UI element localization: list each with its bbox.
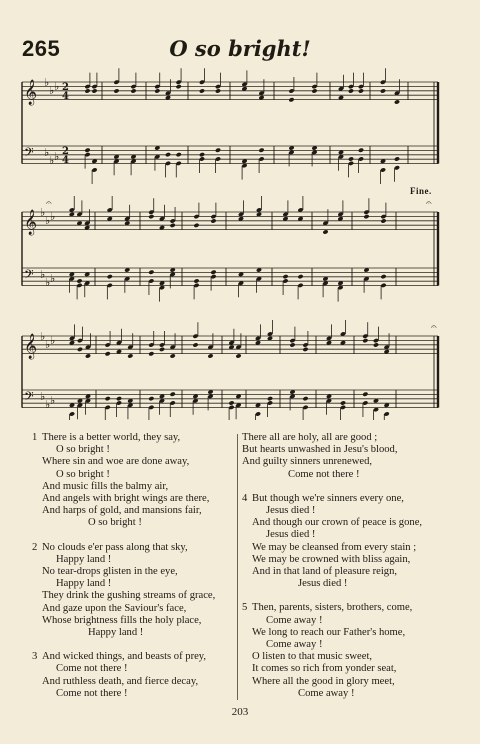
verse-text: We may be crowned with bliss again,	[252, 553, 411, 565]
verse-text: Jesus died !	[298, 578, 348, 590]
notehead	[148, 351, 154, 356]
notehead	[228, 400, 234, 405]
notehead	[394, 156, 400, 161]
notehead	[380, 218, 386, 223]
stanza	[32, 651, 242, 700]
verse-text: And wicked things, and beasts of prey,	[42, 651, 207, 663]
verse-number: 4	[242, 492, 248, 504]
verse-line	[242, 627, 450, 639]
notehead	[322, 229, 328, 234]
flat-sign: ♭	[50, 272, 56, 285]
notehead	[116, 396, 122, 401]
notehead	[148, 396, 154, 401]
verse-text: And in that land of pleasure reign,	[252, 566, 398, 578]
verse-line	[32, 663, 242, 675]
stanza	[242, 602, 450, 700]
verse-line	[32, 517, 242, 529]
verse-text: Come not there !	[56, 687, 128, 699]
verse-text: And ruthless death, and fierce decay,	[42, 675, 199, 687]
notehead	[348, 88, 354, 93]
verse-line	[242, 615, 450, 627]
fermata-mark: 𝄐	[431, 322, 437, 333]
verse-text: O so bright !	[56, 444, 110, 456]
notehead	[148, 270, 154, 275]
verse-line	[242, 651, 450, 663]
flat-sign: ♭	[44, 146, 50, 159]
notehead	[380, 274, 386, 279]
verse-line	[242, 566, 450, 578]
notehead	[192, 342, 198, 347]
notehead	[302, 396, 308, 401]
notehead	[358, 148, 364, 153]
notehead	[288, 97, 294, 102]
notehead	[85, 353, 91, 358]
verse-line	[32, 505, 242, 517]
notehead	[91, 88, 97, 93]
flat-sign: ♭	[49, 154, 55, 167]
notehead	[258, 148, 264, 153]
notehead	[348, 156, 354, 161]
verse-line	[32, 444, 242, 456]
verse-text: O so bright !	[56, 468, 110, 480]
notehead	[176, 84, 182, 89]
notehead	[362, 338, 368, 343]
verse-text: Happy land !	[88, 627, 144, 639]
notehead	[210, 270, 216, 275]
verse-text: O so bright !	[88, 517, 142, 529]
notehead	[170, 223, 176, 228]
flat-sign: ♭	[40, 330, 46, 343]
verse-text: And angels with bright wings are there,	[42, 493, 210, 505]
verse-text: O listen to that music sweet,	[252, 651, 373, 663]
verse-line	[32, 469, 242, 481]
notehead	[282, 274, 288, 279]
verse-line	[242, 639, 450, 651]
notehead	[84, 148, 90, 153]
notehead	[107, 274, 113, 279]
verse-line	[32, 542, 242, 554]
verse-line	[242, 432, 450, 444]
verse-number: 2	[32, 541, 38, 553]
verse-line	[32, 688, 242, 700]
notehead	[394, 99, 400, 104]
page-number: 203	[231, 706, 249, 718]
verse-text: Happy land !	[56, 553, 112, 565]
verse-text: And though our crown of peace is gone,	[252, 517, 423, 529]
verse-line	[32, 676, 242, 688]
verse-text: No tear-drops glisten in the eye,	[42, 566, 178, 578]
notehead	[311, 88, 317, 93]
flat-sign: ♭	[50, 394, 56, 407]
notehead	[267, 396, 273, 401]
notehead	[77, 347, 83, 352]
treble-clef: 𝄞	[24, 210, 38, 235]
hymn-title: O so bright!	[169, 36, 311, 61]
notehead	[84, 88, 90, 93]
verse-line	[242, 602, 450, 614]
music-systems	[22, 68, 438, 420]
bass-clef: 𝄢	[24, 267, 34, 285]
notehead	[170, 392, 176, 397]
notehead	[380, 88, 386, 93]
notehead	[297, 274, 303, 279]
flat-sign: ♭	[45, 214, 51, 227]
verse-line	[242, 493, 450, 505]
verse-line	[242, 469, 450, 481]
flat-sign: ♭	[40, 206, 46, 219]
stanza	[32, 542, 242, 640]
flat-sign: ♭	[54, 80, 60, 93]
verse-text: There is a better world, they say,	[42, 432, 181, 443]
verse-line	[242, 663, 450, 675]
notehead	[154, 88, 160, 93]
verse-line	[32, 578, 242, 590]
notehead	[105, 351, 111, 356]
verse-number: 1	[32, 432, 38, 443]
notehead	[340, 400, 346, 405]
notehead	[159, 347, 165, 352]
notehead	[362, 392, 368, 397]
verse-text: Happy land !	[56, 578, 112, 590]
flat-sign: ♭	[45, 276, 51, 289]
notehead	[302, 347, 308, 352]
treble-clef: 𝄞	[24, 334, 38, 359]
notehead	[105, 396, 111, 401]
time-signature: 4	[62, 155, 69, 166]
verse-line	[32, 493, 242, 505]
verse-line	[32, 554, 242, 566]
verse-text: Come not there !	[288, 468, 360, 480]
notehead	[363, 214, 369, 219]
fine-mark: Fine.	[410, 186, 432, 196]
notehead	[127, 353, 133, 358]
verse-text: Come away !	[266, 614, 323, 626]
stanza	[242, 432, 450, 481]
verse-text: No clouds e'er pass along that sky,	[42, 541, 188, 553]
verse-text: They drink the gushing streams of grace,	[42, 590, 216, 602]
verse-line	[242, 676, 450, 688]
verses-right-column	[242, 432, 450, 712]
hymn-number: 265	[22, 36, 61, 61]
notehead	[210, 218, 216, 223]
verse-line	[32, 456, 242, 468]
verse-text: And harps of gold, and mansions fair,	[42, 505, 202, 517]
verse-text: It comes so rich from yonder seat,	[252, 663, 397, 675]
verse-line	[32, 651, 242, 663]
verse-text: We long to reach our Father's home,	[252, 626, 406, 638]
verse-text: But hearts unwashed in Jesu's blood,	[242, 444, 398, 456]
verse-text: Come away !	[266, 639, 323, 651]
column-divider	[237, 434, 238, 700]
verse-line	[32, 627, 242, 639]
notehead	[170, 353, 176, 358]
verse-line	[32, 590, 242, 602]
verse-line	[242, 505, 450, 517]
verse-line	[242, 688, 450, 700]
notehead	[289, 342, 295, 347]
notehead	[207, 353, 213, 358]
verse-line	[242, 444, 450, 456]
verse-text: But though we're sinners every one,	[252, 492, 404, 504]
stanza	[32, 432, 242, 530]
verse-text: Where all the good in glory meet,	[252, 675, 395, 687]
notehead	[235, 353, 241, 358]
verse-line	[242, 456, 450, 468]
verse-line	[32, 566, 242, 578]
flat-sign: ♭	[45, 398, 51, 411]
verse-text: Jesus died !	[266, 505, 316, 517]
verse-line	[242, 554, 450, 566]
time-signature: 2	[62, 82, 69, 93]
bass-clef: 𝄢	[24, 389, 34, 407]
verse-text: Whose brightness fills the holy place,	[42, 614, 202, 626]
verse-line	[242, 517, 450, 529]
flat-sign: ♭	[45, 338, 51, 351]
verse-text: And music fills the balmy air,	[42, 480, 169, 492]
verses-left-column	[32, 432, 242, 712]
flat-sign: ♭	[40, 390, 46, 403]
notehead	[148, 214, 154, 219]
notehead	[358, 88, 364, 93]
notehead	[373, 342, 379, 347]
verse-text: Jesus died !	[266, 529, 316, 541]
flat-sign: ♭	[44, 76, 50, 89]
verse-line	[32, 481, 242, 493]
verse-text: And guilty sinners unrenewed,	[242, 456, 373, 468]
flat-sign: ♭	[40, 268, 46, 281]
fermata-mark: 𝄐	[426, 198, 432, 209]
verse-line	[242, 542, 450, 554]
flat-sign: ♭	[54, 150, 60, 163]
notehead	[193, 278, 199, 283]
flat-sign: ♭	[50, 334, 56, 347]
notehead	[130, 88, 136, 93]
verse-number: 3	[32, 651, 38, 663]
verse-text: Where sin and woe are done away,	[42, 456, 190, 468]
bass-clef: 𝄢	[24, 145, 34, 163]
notehead	[165, 152, 171, 157]
verse-text: Come not there !	[56, 663, 128, 675]
notehead	[193, 223, 199, 228]
verse-line	[32, 615, 242, 627]
verse-text: We may be cleansed from every stain ;	[252, 541, 417, 553]
flat-sign: ♭	[50, 210, 56, 223]
verse-number: 5	[242, 602, 248, 614]
notehead	[113, 88, 119, 93]
verse-text: Come away !	[298, 687, 355, 699]
verse-text: There all are holy, all are good ;	[242, 432, 378, 443]
time-signature: 2	[62, 146, 69, 157]
flat-sign: ♭	[49, 84, 55, 97]
verse-line	[242, 578, 450, 590]
verse-text: Then, parents, sisters, brothers, come,	[252, 602, 413, 614]
verse-text: And gaze upon the Saviour's face,	[42, 602, 187, 614]
verse-line	[32, 603, 242, 615]
verse-line	[242, 529, 450, 541]
notehead	[176, 152, 182, 157]
time-signature: 4	[62, 91, 69, 102]
notehead	[76, 278, 82, 283]
fermata-mark: 𝄐	[46, 198, 52, 209]
notehead	[215, 88, 221, 93]
notehead	[199, 152, 205, 157]
notehead	[215, 148, 221, 153]
verse-line	[32, 432, 242, 444]
notehead	[199, 88, 205, 93]
treble-clef: 𝄞	[24, 80, 38, 105]
stanza	[242, 493, 450, 591]
